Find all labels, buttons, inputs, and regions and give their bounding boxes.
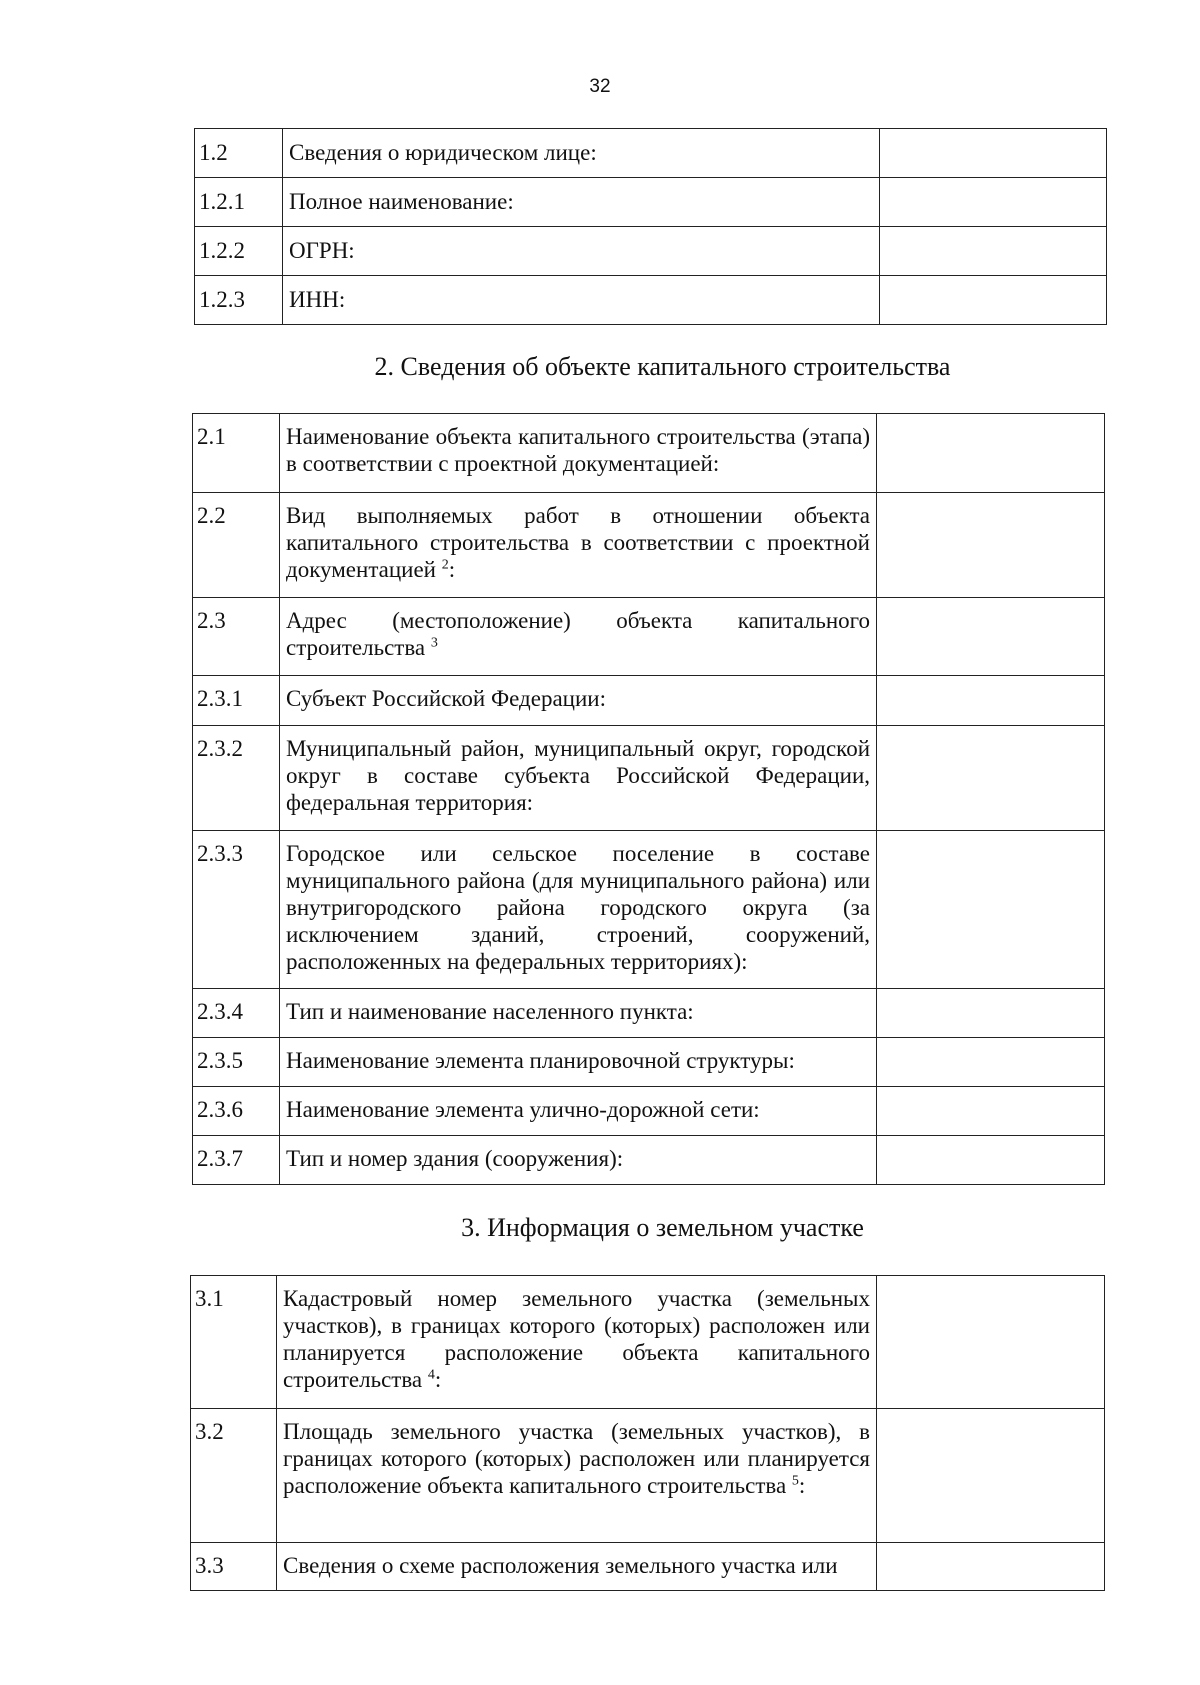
row-value-field[interactable] (877, 726, 1105, 831)
row-number: 2.2 (193, 493, 280, 598)
section-3-title: 3. Информация о земельном участке (461, 1213, 864, 1242)
table-row (193, 1087, 1105, 1136)
row-number: 1.2 (195, 129, 283, 178)
row-value-field[interactable] (880, 129, 1107, 178)
row-value-field[interactable] (877, 493, 1105, 598)
table-row (193, 726, 1105, 831)
row-value-field[interactable] (877, 1087, 1105, 1136)
capital-construction-table (192, 413, 1105, 1185)
row-number: 2.3.2 (193, 726, 280, 831)
row-label: Наименование объекта капитального строительства (этапа) в соответствии с проектной документацией: (280, 414, 877, 493)
footnote-ref: 5 (791, 1473, 799, 1489)
row-label: Сведения о юридическом лице: (283, 129, 880, 178)
table-row (191, 1276, 1105, 1409)
row-value-field[interactable] (877, 1409, 1105, 1543)
table-row (195, 178, 1107, 227)
row-number: 2.3.4 (193, 989, 280, 1038)
row-number: 2.3 (193, 598, 280, 676)
table-row (193, 989, 1105, 1038)
table-row (193, 493, 1105, 598)
row-label: Муниципальный район, муниципальный округ, городской округ в составе субъекта Российской Федерации, федеральная территория: (280, 726, 877, 831)
row-number: 3.2 (191, 1409, 277, 1543)
table-row (191, 1409, 1105, 1543)
row-number: 2.3.3 (193, 831, 280, 989)
row-label: Наименование элемента планировочной структуры: (280, 1038, 877, 1087)
row-value-field[interactable] (877, 598, 1105, 676)
row-label: Сведения о схеме расположения земельного участка или (277, 1543, 877, 1591)
row-label: Вид выполняемых работ в отношении объекта капитального строительства в соответствии с проектной документацией $^2$: (280, 493, 877, 598)
row-value-field[interactable] (877, 1136, 1105, 1185)
row-value-field[interactable] (877, 1038, 1105, 1087)
row-number: 3.3 (191, 1543, 277, 1591)
table-row (195, 276, 1107, 325)
row-label: Наименование элемента улично-дорожной сети: (280, 1087, 877, 1136)
row-number: 2.1 (193, 414, 280, 493)
row-value-field[interactable] (880, 178, 1107, 227)
land-plot-table (190, 1275, 1105, 1591)
row-value-field[interactable] (877, 831, 1105, 989)
row-number: 3.1 (191, 1276, 277, 1409)
row-number: 1.2.3 (195, 276, 283, 325)
row-value-field[interactable] (877, 414, 1105, 493)
footnote-ref: 2 (441, 557, 449, 573)
row-label: Тип и номер здания (сооружения): (280, 1136, 877, 1185)
row-label: Полное наименование: (283, 178, 880, 227)
row-number: 2.3.5 (193, 1038, 280, 1087)
row-number: 2.3.6 (193, 1087, 280, 1136)
row-value-field[interactable] (877, 989, 1105, 1038)
row-label: Адрес (местоположение) объекта капитального строительства $^3$ (280, 598, 877, 676)
row-value-field[interactable] (880, 227, 1107, 276)
row-value-field[interactable] (877, 1276, 1105, 1409)
row-label: Площадь земельного участка (земельных участков), в границах которого (которых) расположен или планируется расположение объекта капитального строительства $^5$: (277, 1409, 877, 1543)
row-number: 1.2.2 (195, 227, 283, 276)
row-label: ИНН: (283, 276, 880, 325)
footnote-ref: 4 (427, 1367, 435, 1383)
page-number: 32 (589, 76, 611, 97)
legal-entity-table (194, 128, 1107, 325)
table-row (193, 676, 1105, 726)
table-row (191, 1543, 1105, 1591)
row-value-field[interactable] (880, 276, 1107, 325)
row-number: 2.3.7 (193, 1136, 280, 1185)
row-label: Субъект Российской Федерации: (280, 676, 877, 726)
row-label: Городское или сельское поселение в составе муниципального района (для муниципального района) или внутригородского района городского округа (за исключением зданий, строений, сооружений, расположенных на федеральных территориях): (280, 831, 877, 989)
row-label: Тип и наименование населенного пункта: (280, 989, 877, 1038)
table-row (193, 598, 1105, 676)
row-number: 2.3.1 (193, 676, 280, 726)
table-row (195, 129, 1107, 178)
table-row (195, 227, 1107, 276)
row-label: Кадастровый номер земельного участка (земельных участков), в границах которого (которых) расположен или планируется расположение объекта капитального строительства $^4$: (277, 1276, 877, 1409)
table-row (193, 1136, 1105, 1185)
table-row (193, 1038, 1105, 1087)
row-label: ОГРН: (283, 227, 880, 276)
table-row (193, 831, 1105, 989)
row-value-field[interactable] (877, 1543, 1105, 1591)
footnote-ref: 3 (430, 635, 438, 651)
row-value-field[interactable] (877, 676, 1105, 726)
row-number: 1.2.1 (195, 178, 283, 227)
table-row (193, 414, 1105, 493)
section-2-title: 2. Сведения об объекте капитального строительства (374, 352, 951, 381)
